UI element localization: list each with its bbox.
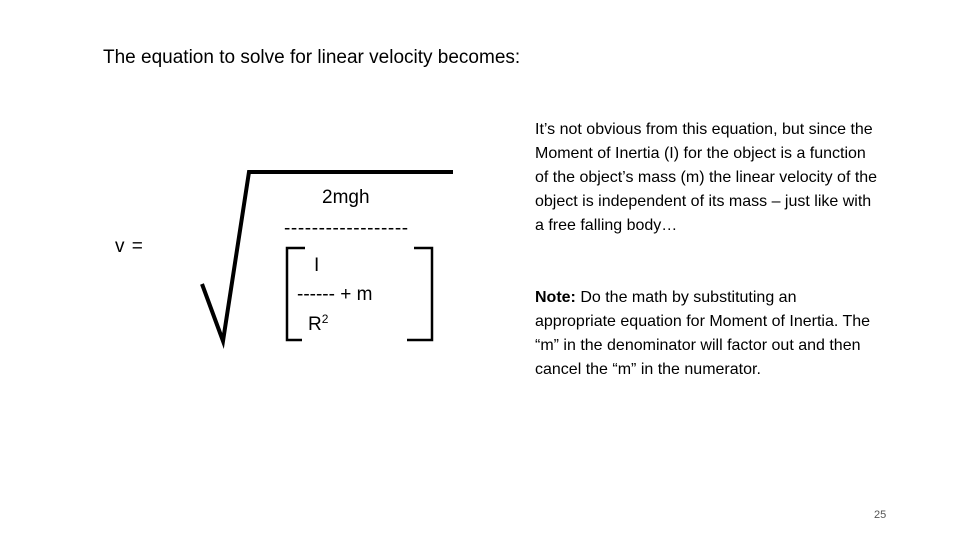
equation-fraction-bar: ------------------ <box>284 218 409 239</box>
equation-inner-numerator: I <box>314 255 320 276</box>
equation-numerator: 2mgh <box>322 187 370 208</box>
right-bracket <box>407 248 432 340</box>
note-text: Do the math by substituting an appropriate equation for Moment of Inertia. The “m” in the denominator will factor out and then cancel the “m” in the numerator. <box>535 289 871 378</box>
denominator-exponent: 2 <box>321 312 329 326</box>
note-label: Note: <box>535 289 576 306</box>
slide-title: The equation to solve for linear velocity becomes: <box>103 47 521 68</box>
explanation-paragraph: It’s not obvious from this equation, but since the Moment of Inertia (I) for the object is a function of the object’s mass (m) the linear velocity of the object is independent of its mass – just like with a free falling body… <box>535 121 878 234</box>
equation-lhs: v = <box>115 236 144 257</box>
denominator-base: R <box>308 314 322 335</box>
note-paragraph <box>535 286 880 382</box>
equation-inner-fraction-bar: ------ + m <box>297 284 373 305</box>
equation-inner-denominator <box>308 313 328 334</box>
page-number: 25 <box>874 509 887 521</box>
